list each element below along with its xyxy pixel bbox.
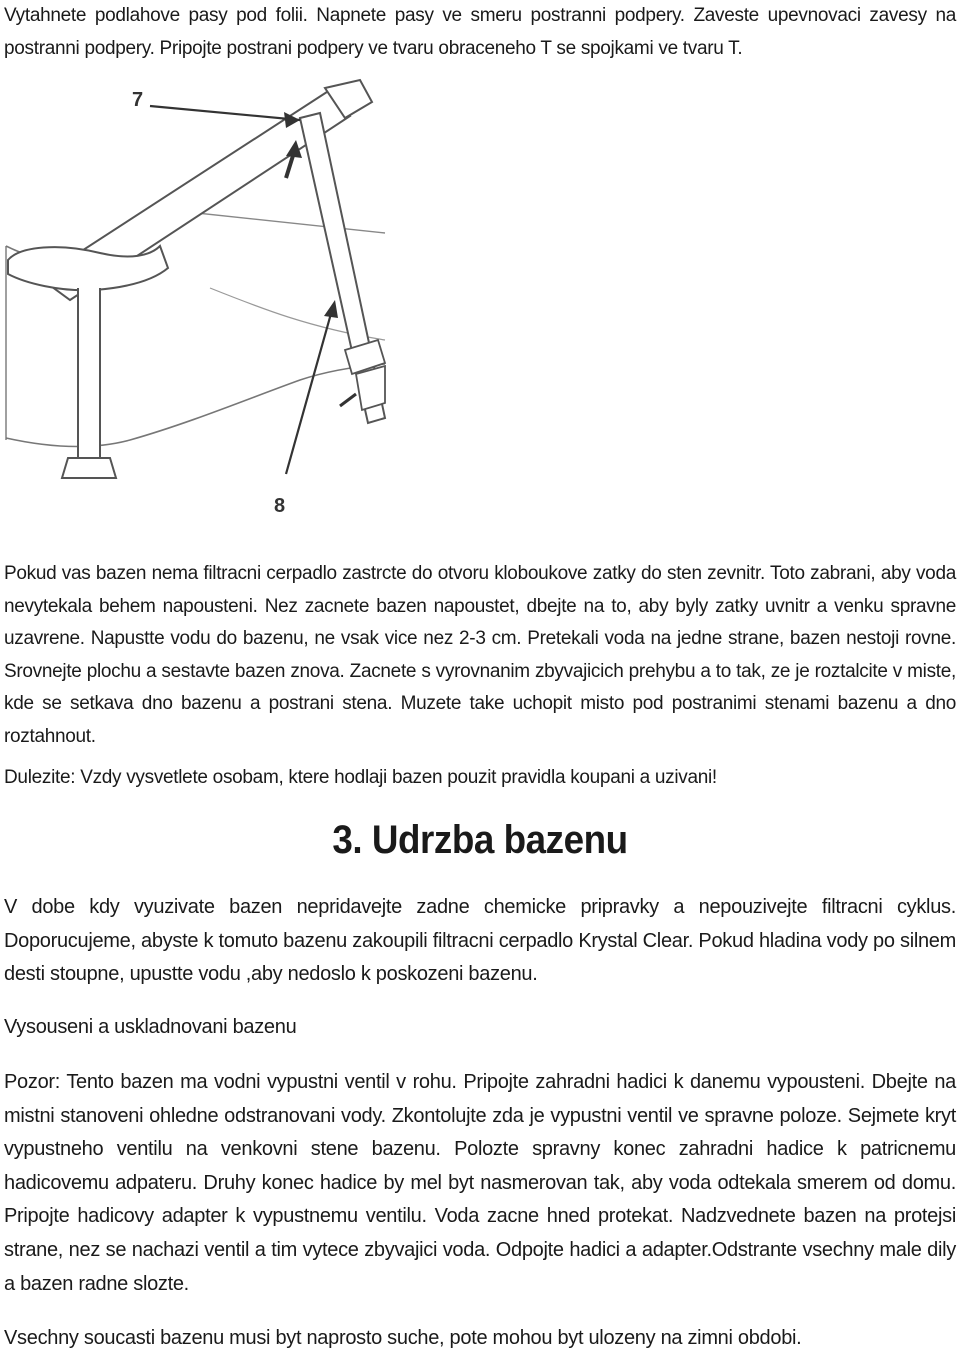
important-note: Dulezite: Vzdy vysvetlete osobam, ktere hodlaji bazen pouzit pravidla koupani a uzivani! [4, 767, 717, 788]
frame-assembly-illustration [0, 78, 390, 523]
section-title: 3. Udrzba bazenu [332, 818, 628, 862]
storage-paragraph: Pozor: Tento bazen ma vodni vypustni ventil v rohu. Pripojte zahradni hadici k danemu vypousteni. Dbejte na mistni stanoveni ohledne odstranovani vody. Zkontolujte zda je vypustni ventil ve spravne poloze. Sejmete kryt vypustneho ventilu na venkovni stene bazenu. Polozte spravny konec zahradni hadice k patricnemu hadicovemu adpateru. Druhy konec hadice by mel byt nasmerovan tak, aby voda odtekala smerem od domu. Pripojte hadicovy adapter k vypustnemu ventilu. Voda zacne hned protekat. Nadzvednete bazen na protejsi strane, nez se nachazi ventil a tim vytece zbyvajici voda. Odpojte hadici a adapter.Odstrante vsechny male dily a bazen radne slozte. [4, 1071, 956, 1295]
callout-label-7: 7 [132, 89, 144, 111]
callout-label-8: 8 [274, 495, 286, 517]
maintenance-paragraph: V dobe kdy vyuzivate bazen nepridavejte zadne chemicke pripravky a nepouzivejte filtracni cyklus. Doporucujeme, abyste k tomuto bazenu zakoupili filtracni cerpadlo Krystal Clear. Pokud hladina vody po silnem desti stoupne, upustte vodu ,aby nedoslo k poskozeni bazenu. [4, 896, 956, 986]
closing-paragraph: Vsechny soucasti bazenu musi byt naprosto suche, pote mohou byt ulozeny na zimni obdobi. [4, 1327, 802, 1349]
storage-heading: Vysouseni a uskladnovani bazenu [4, 1016, 297, 1038]
filling-paragraph: Pokud vas bazen nema filtracni cerpadlo zastrcte do otvoru kloboukove zatky do sten zevnitr. Toto zabrani, aby voda nevytekala behem napousteni. Nez zacnete bazen napoustet, dbejte na to, aby byly zatky uvnitr a venku spravne uzavrene. Napustte vodu do bazenu, ne vsak vice nez 2-3 cm. Pretekali voda na jedne strane, bazen nestoji rovne. Srovnejte plochu a sestavte bazen znova. Zacnete s vyrovnanim zbyvajicich prehybu a to tak, ze je roztalcite v miste, kde se setkava dno bazenu a postrani stena. Muzete take uchopit misto pod postranimi stenami bazenu a dno roztahnout. [4, 563, 956, 747]
intro-paragraph: Vytahnete podlahove pasy pod folii. Napnete pasy ve smeru postranni podpery. Zaveste upevnovaci zavesy na postranni podpery. Pripojte postrani podpery ve tvaru obraceneho T se spojkami ve tvaru T. [4, 5, 956, 59]
